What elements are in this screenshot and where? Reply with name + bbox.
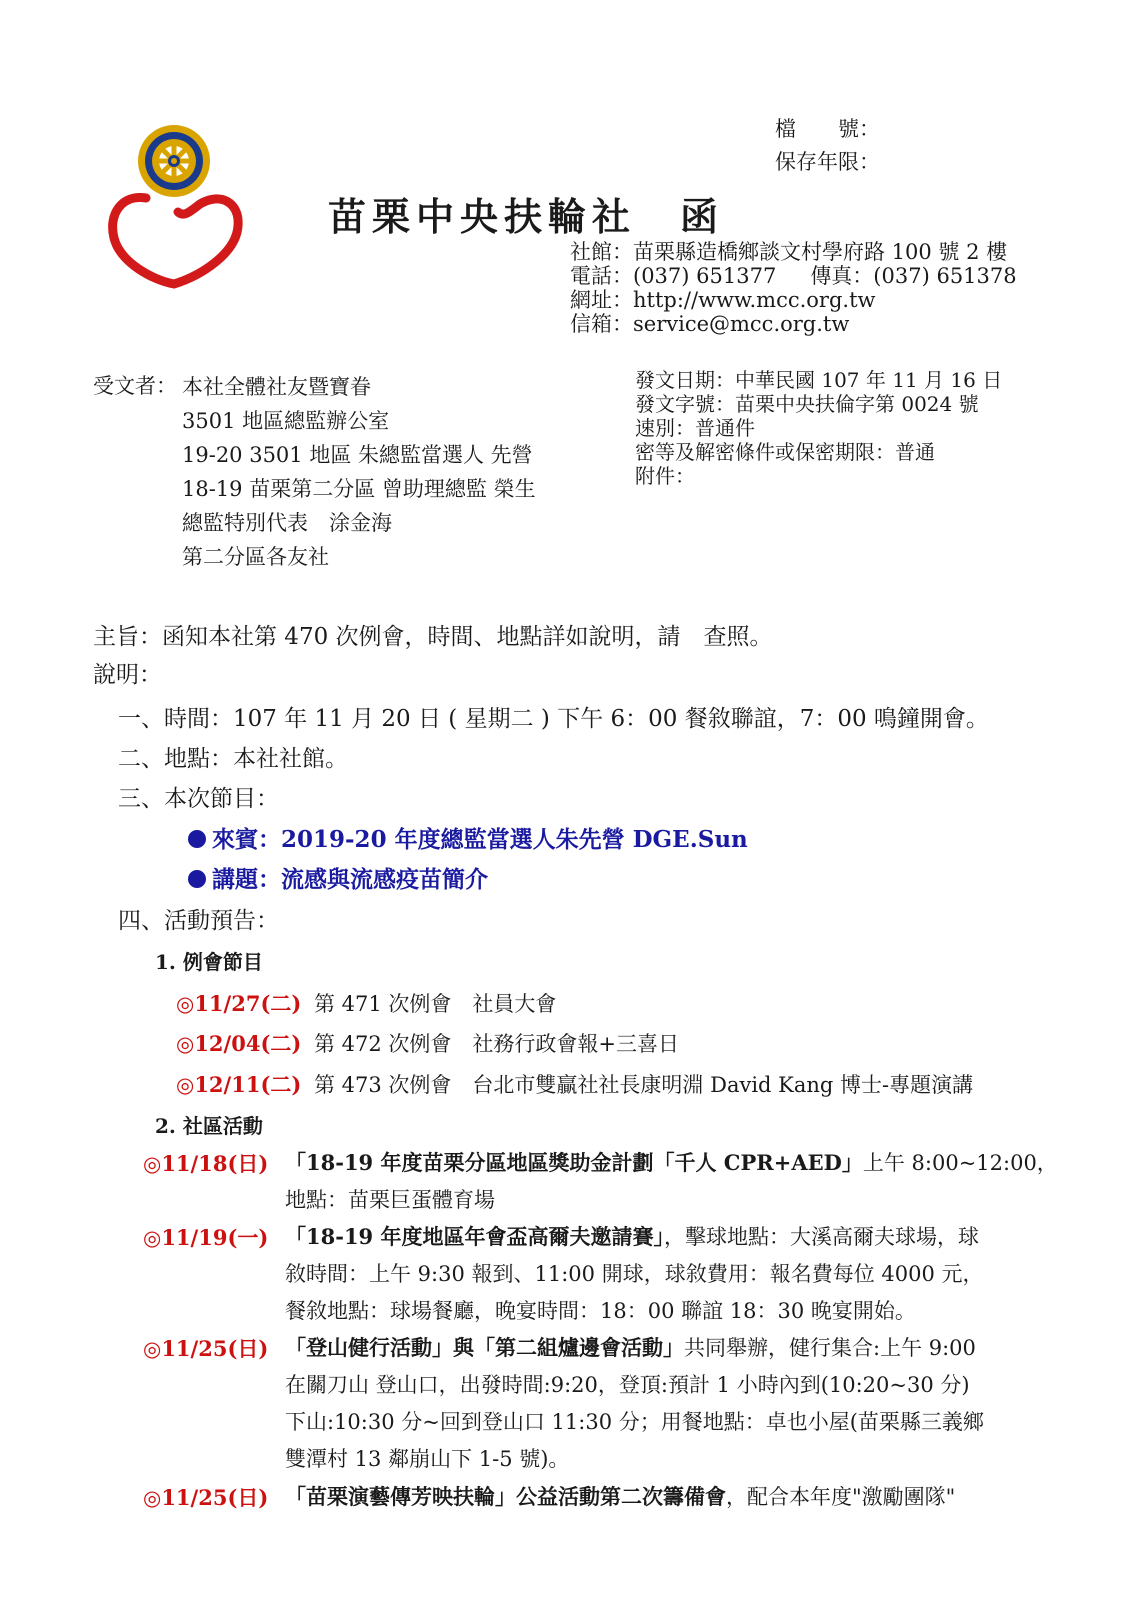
recipient-item: 18-19 苗栗第二分區 曾助理總監 榮生 (182, 477, 536, 501)
event-title: 「苗栗演藝傳芳映扶輪」公益活動第二次籌備會 (285, 1484, 726, 1509)
regular-meetings-heading: 1. 例會節目 (155, 950, 263, 974)
red-heart-icon (113, 197, 239, 284)
bullet-dot-icon (188, 830, 206, 848)
explanation-item-place: 二、地點：本社社館。 (118, 746, 348, 772)
speed-class: 速別：普通件 (635, 416, 755, 440)
website-line: 網址：http://www.mcc.org.tw (570, 288, 876, 312)
event-date: ◎11/25(日) (143, 1485, 269, 1510)
event-date: ◎11/25(日) (143, 1336, 269, 1361)
event-block (285, 1478, 955, 1516)
event-block (285, 1218, 984, 1330)
recipient-item: 總監特別代表 涂金海 (182, 511, 392, 535)
meeting-date: ◎12/11(二) (176, 1072, 302, 1097)
meeting-text: 第 473 次例會 台北市雙贏社社長康明淵 David Kang 博士-專題演講 (314, 1073, 974, 1097)
file-number-label: 檔 號： (775, 117, 880, 141)
event-title: 「18-19 年度苗栗分區地區獎助金計劃「千人 CPR+AED」 (285, 1150, 863, 1175)
recipient-item: 3501 地區總監辦公室 (182, 409, 390, 433)
event-date: ◎11/18(日) (143, 1151, 269, 1176)
event-block (285, 1329, 984, 1478)
issue-date: 發文日期：中華民國 107 年 11 月 16 日 (635, 368, 1003, 392)
explanation-item-time: 一、時間：107 年 11 月 20 日 ( 星期二 ) 下午 6：00 餐敘聯誼，7：00 鳴鐘開會。 (118, 706, 989, 732)
subject-line: 主旨：函知本社第 470 次例會，時間、地點詳如說明，請 查照。 (93, 624, 773, 650)
document-meta (635, 368, 1002, 488)
bullet-dot-icon (188, 870, 206, 888)
event-detail: 共同舉辦，健行集合:上午 9:00 (684, 1336, 976, 1360)
page-title (328, 186, 724, 241)
rotary-wheel-icon (138, 125, 210, 197)
event-detail-line: 敘時間：上午 9:30 報到、11:00 開球，球敘費用：報名費每位 4000 元， (285, 1262, 984, 1286)
recipient-item: 19-20 3501 地區 朱總監當選人 先營 (182, 443, 533, 467)
meeting-date: ◎11/27(二) (176, 991, 302, 1016)
event-title: 「18-19 年度地區年會盃高爾夫邀請賽」 (285, 1224, 664, 1249)
event-detail: ，擊球地點：大溪高爾夫球場，球 (663, 1225, 979, 1249)
topic-text: 講題：流感與流感疫苗簡介 (212, 866, 488, 893)
meeting-text: 第 472 次例會 社務行政會報+三喜日 (314, 1032, 680, 1056)
recipients-list (182, 370, 536, 574)
meeting-row (176, 988, 556, 1018)
contact-block (570, 240, 1017, 336)
phone-fax-line (570, 264, 1017, 288)
recipient-item: 第二分區各友社 (182, 545, 329, 569)
explanation-item-preview: 四、活動預告： (118, 908, 279, 934)
retention-period-label: 保存年限： (775, 150, 880, 174)
event-detail-line: 在關刀山 登山口，出發時間:9:20，登頂:預計 1 小時內到(10:20~30 分) (285, 1373, 970, 1397)
event-detail: ，配合本年度"激勵團隊" (726, 1485, 956, 1509)
event-detail-line: 下山:10:30 分~回到登山口 11:30 分；用餐地點：卓也小屋(苗栗縣三義鄉 (285, 1410, 984, 1434)
explanation-label: 說明： (93, 662, 162, 688)
event-detail-line: 餐敘地點：球場餐廳，晚宴時間：18：00 聯誼 18：30 晚宴開始。 (285, 1299, 916, 1323)
event-date: ◎11/19(一) (143, 1225, 269, 1250)
recipient-item: 本社全體社友暨寶眷 (182, 375, 371, 399)
meeting-text: 第 471 次例會 社員大會 (314, 992, 557, 1016)
org-name: 苗栗中央扶輪社 (328, 194, 637, 239)
guest-line (188, 821, 748, 854)
community-heading: 2. 社區活動 (155, 1114, 263, 1138)
doc-type: 函 (680, 194, 725, 239)
recipients-label: 受文者： (93, 374, 177, 398)
meeting-row (176, 1028, 679, 1058)
attachment: 附件： (635, 464, 695, 488)
event-block (285, 1144, 1058, 1219)
issue-ref: 發文字號：苗栗中央扶倫字第 0024 號 (635, 392, 979, 416)
secrecy-class: 密等及解密條件或保密期限：普通 (635, 440, 935, 464)
event-detail-line: 雙潭村 13 鄰崩山下 1-5 號)。 (285, 1447, 570, 1471)
address-line: 社館：苗栗縣造橋鄉談文村學府路 100 號 2 樓 (570, 240, 1008, 264)
email-line: 信箱：service@mcc.org.tw (570, 312, 850, 336)
event-title: 「登山健行活動」與「第二組爐邊會活動」 (285, 1335, 684, 1360)
explanation-item-program: 三、本次節目： (118, 786, 279, 812)
event-detail-line: 地點：苗栗巨蛋體育場 (285, 1188, 495, 1212)
topic-line (188, 861, 488, 894)
event-detail: 上午 8:00~12:00， (862, 1151, 1058, 1175)
meeting-row (176, 1069, 973, 1099)
rotary-heart-logo (104, 116, 244, 291)
guest-text: 來賓：2019-20 年度總監當選人朱先營 DGE.Sun (212, 826, 748, 853)
fax: 傳真：(037) 651378 (810, 264, 1017, 288)
phone: 電話：(037) 651377 (570, 264, 777, 288)
meeting-date: ◎12/04(二) (176, 1031, 302, 1056)
